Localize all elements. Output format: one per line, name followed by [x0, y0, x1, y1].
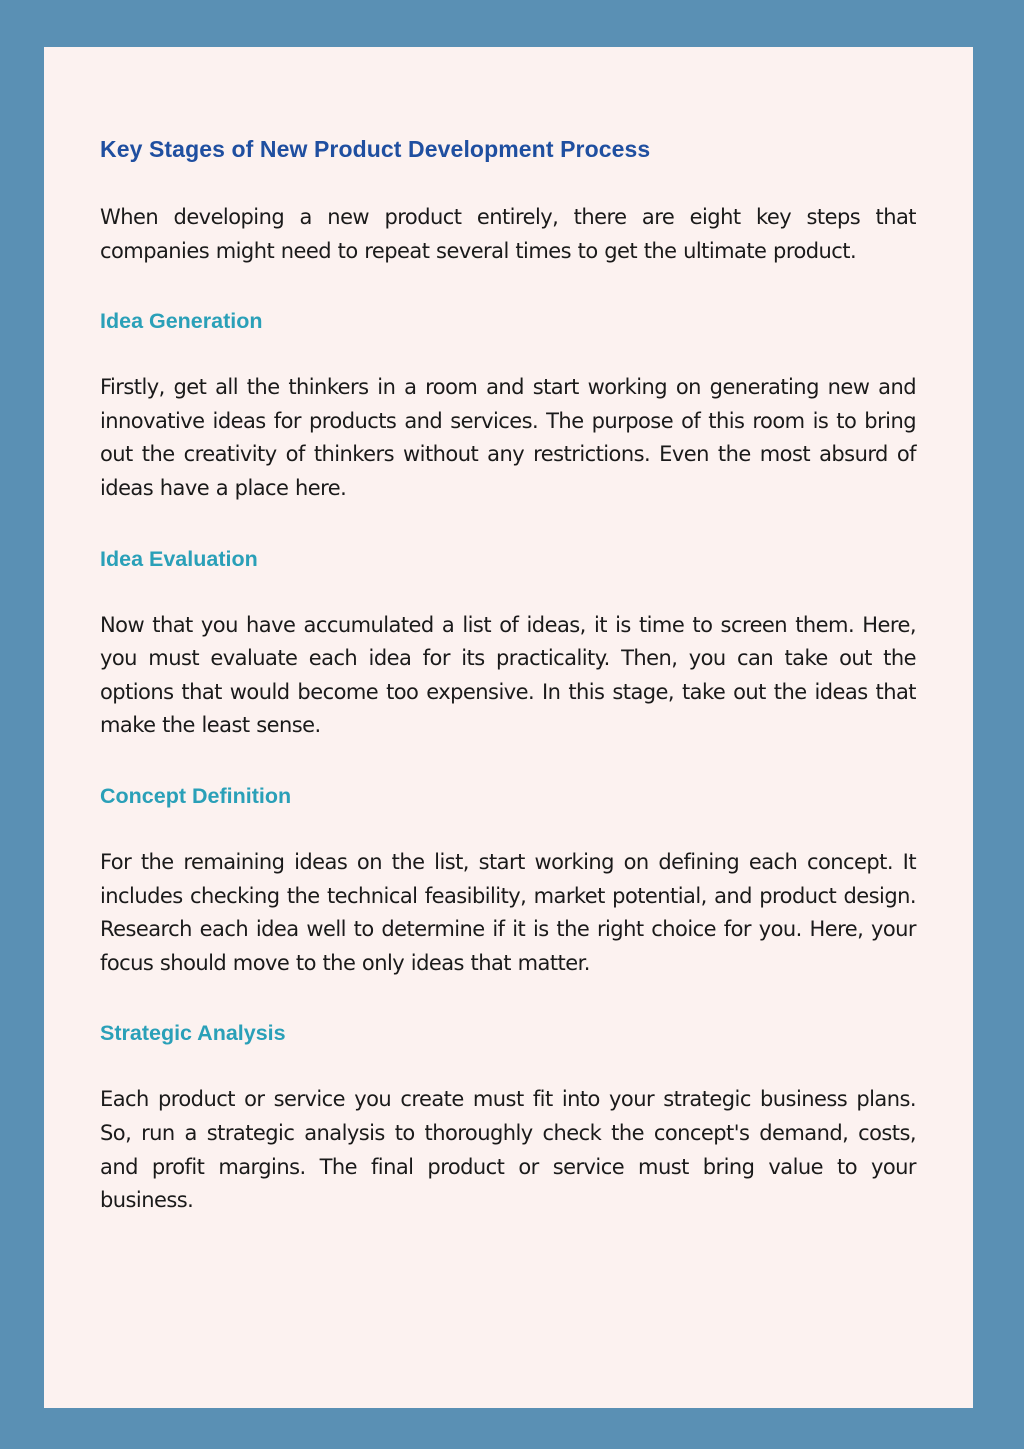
section-concept-definition	[100, 782, 916, 980]
section-heading: Idea Generation	[100, 309, 263, 334]
section-paragraph: Now that you have accumulated a list of ideas, it is time to screen them. Here, you must evaluate each idea for its practicality. Then, you can take out the options that would become too expensive. In this stage, take out the ideas that make the least sense.	[100, 612, 916, 738]
section-idea-generation	[100, 307, 916, 505]
section-paragraph: Each product or service you create must fit into your strategic business plans. So, run a strategic analysis to thoroughly check the concept's demand, costs, and profit margins. The final product or service must bring value to your business.	[100, 1087, 916, 1213]
section-paragraph: For the remaining ideas on the list, start working on defining each concept. It includes checking the technical feasibility, market potential, and product design. Research each idea well to determine if it is the right choice for you. Here, your focus should move to the only ideas that matter.	[100, 849, 916, 975]
section-heading: Concept Definition	[100, 783, 292, 808]
section-heading: Idea Evaluation	[100, 546, 258, 571]
document-title: Key Stages of New Product Development Process	[100, 136, 651, 162]
section-strategic-analysis	[100, 1019, 916, 1217]
intro-paragraph: When developing a new product entirely, there are eight key steps that companies might need to repeat several times to get the ultimate product.	[100, 205, 916, 263]
document-page	[44, 47, 973, 1408]
section-paragraph: Firstly, get all the thinkers in a room and start working on generating new and innovative ideas for products and services. The purpose of this room is to bring out the creativity of thinkers without any restrictions. Even the most absurd of ideas have a place here.	[100, 375, 916, 500]
section-heading: Strategic Analysis	[100, 1021, 286, 1046]
section-idea-evaluation	[100, 545, 916, 743]
